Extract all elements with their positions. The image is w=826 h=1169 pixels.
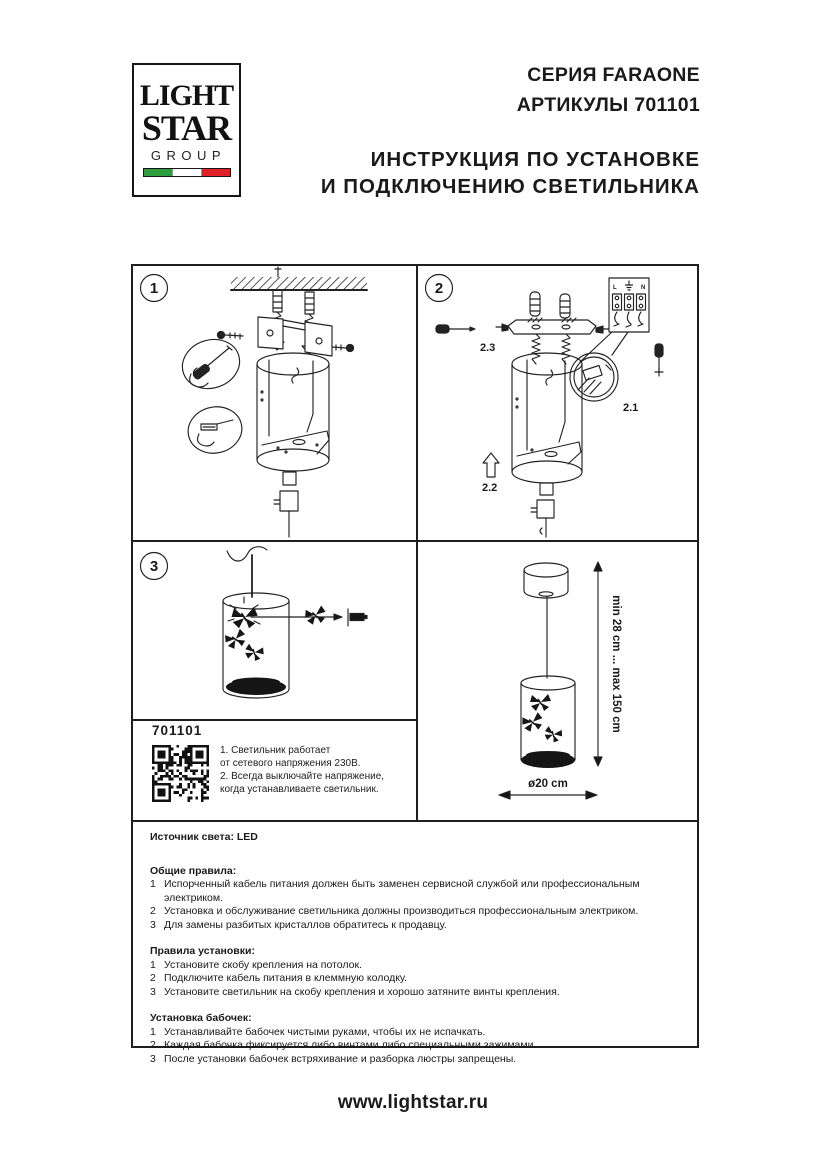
item-text: Для замены разбитых кристаллов обратитесь к продавцу. — [164, 918, 447, 931]
butterfly-icon — [542, 725, 564, 745]
panel-3-diagram — [131, 539, 415, 717]
mounting-bracket — [258, 317, 332, 356]
inset-leader-lines — [580, 332, 628, 362]
list-item — [150, 905, 685, 919]
list-item — [150, 919, 685, 933]
qr-note-line: когда устанавливаете светильник. — [220, 784, 379, 795]
crystal-bed — [521, 751, 575, 768]
article-number: 701101 — [152, 723, 203, 738]
qr-notes — [220, 744, 384, 796]
lightstar-logo — [132, 63, 241, 197]
item-text: Установите скобу крепления на потолок. — [164, 958, 362, 971]
hand-anchor-inset — [184, 402, 246, 458]
website-url: www.lightstar.ru — [337, 1092, 489, 1113]
qr-code — [152, 745, 209, 802]
attachment-arrow — [251, 614, 342, 620]
cable-connector — [274, 472, 298, 537]
terminal-l-label: L — [613, 285, 617, 291]
diameter-dimension-label: ø20 cm — [528, 778, 568, 790]
screw-icon — [348, 609, 367, 626]
height-dimension-label: min 28 cm ... max 150 cm — [610, 595, 622, 733]
qr-note-line: 2. Всегда выключайте напряжение, — [220, 771, 385, 782]
crystal-bed — [226, 678, 286, 696]
logo-word-star: STAR — [141, 108, 232, 148]
step-3-number: 3 — [149, 558, 159, 575]
item-number: 3 — [150, 985, 156, 998]
item-number: 2 — [150, 905, 156, 917]
panel-2-diagram — [416, 264, 700, 538]
strap-screw-right — [596, 326, 609, 333]
flag-green-segment — [144, 169, 172, 176]
screwdriver-icon — [436, 325, 475, 333]
item-text: Каждая бабочка фиксируется либо винтами либо специальными зажимами. — [164, 1039, 537, 1051]
item-number: 1 — [150, 1025, 156, 1038]
label-2-2: 2.2 — [482, 482, 498, 494]
butterfly-icon — [243, 642, 266, 662]
step-1-number: 1 — [149, 280, 159, 297]
butterfly-icon — [232, 607, 258, 628]
instruction-title-line2: И ПОДКЛЮЧЕНИЮ СВЕТИЛЬНИКА — [320, 175, 700, 198]
ceiling-canopy — [524, 563, 568, 598]
item-text: После установки бабочек встряхивание и разборка люстры запрещены. — [164, 1052, 517, 1065]
wall-anchor-right — [305, 292, 314, 314]
series-title: СЕРИЯ FARAONE — [527, 64, 700, 86]
item-number: 2 — [150, 1039, 156, 1051]
ceiling-hatch — [231, 267, 367, 290]
side-screw-right — [332, 344, 354, 351]
cable-connector — [531, 483, 554, 537]
butterfly-icon — [530, 694, 551, 711]
list-item — [150, 972, 685, 986]
item-text: Устанавливайте бабочек чистыми руками, чтобы их не испачкать. — [164, 1025, 486, 1038]
item-text: Подключите кабель питания в клеммную колодку. — [164, 972, 408, 984]
step-2-number: 2 — [434, 280, 444, 297]
butterfly-icon — [304, 605, 328, 626]
side-screw-left — [217, 331, 243, 339]
instruction-title-line1: ИНСТРУКЦИЯ ПО УСТАНОВКЕ — [370, 148, 700, 171]
strap-screw-left — [496, 324, 508, 331]
lamp-housing — [512, 353, 582, 483]
section-title-installation: Правила установки: — [150, 945, 255, 957]
list-item — [150, 1053, 685, 1067]
list-item — [150, 986, 685, 1000]
butterfly-icon — [520, 711, 545, 733]
butterfly-icon — [223, 628, 249, 651]
list-item — [150, 878, 685, 905]
section-title-general: Общие правила: — [150, 864, 237, 877]
lamp-housing — [257, 353, 329, 471]
terminal-n-label: N — [641, 285, 646, 291]
qr-note-line: от сетевого напряжения 230В. — [220, 758, 361, 769]
flag-white-segment — [172, 169, 202, 176]
article-title: АРТИКУЛЫ 701101 — [516, 94, 700, 116]
flag-red-segment — [202, 169, 230, 176]
list-item — [150, 1026, 685, 1040]
panel-1-diagram — [131, 264, 415, 538]
list-item — [150, 1039, 685, 1053]
pendant-shade — [521, 676, 575, 760]
item-number: 1 — [150, 958, 156, 971]
item-number: 3 — [150, 918, 156, 931]
label-2-3: 2.3 — [480, 342, 496, 354]
item-number: 1 — [150, 878, 156, 890]
spring-left — [532, 334, 540, 364]
qr-note-line: 1. Светильник работает — [220, 745, 331, 756]
mounting-strap — [508, 318, 596, 334]
panel-4-diagram — [416, 539, 700, 818]
wall-anchor-left — [273, 290, 282, 312]
hand-screwdriver-inset — [176, 332, 246, 396]
up-arrow — [483, 453, 499, 477]
logo-word-group: GROUP — [150, 148, 227, 163]
screwdriver-vertical-icon — [655, 344, 663, 376]
qr-panel — [131, 718, 415, 818]
diameter-dimension-arrow — [499, 791, 597, 799]
wall-anchor-left — [530, 292, 540, 316]
height-dimension-arrow — [594, 562, 602, 766]
header-titles — [321, 60, 700, 200]
item-number: 3 — [150, 1052, 156, 1065]
item-text: Установите светильник на скобу крепления и хорошо затяните винты крепления. — [164, 985, 560, 998]
magnifier-detail — [570, 353, 618, 401]
italian-flag-stripe — [143, 168, 231, 177]
suspension-cord — [227, 547, 267, 597]
logo-word-light: LIGHT — [139, 79, 234, 112]
spring-right — [562, 334, 570, 364]
light-source-line: Источник света: LED — [150, 831, 258, 843]
info-text-block — [131, 819, 699, 1065]
item-number: 2 — [150, 972, 156, 984]
item-text: Установка и обслуживание светильника должны производиться профессиональным электриком. — [164, 905, 639, 917]
wall-anchor-right — [560, 294, 570, 318]
item-text: Испорченный кабель питания должен быть заменен сервисной службой или профессиональным электриком. — [164, 878, 640, 904]
label-2-1: 2.1 — [623, 402, 639, 414]
section-title-butterflies: Установка бабочек: — [150, 1012, 252, 1024]
list-item — [150, 959, 685, 973]
